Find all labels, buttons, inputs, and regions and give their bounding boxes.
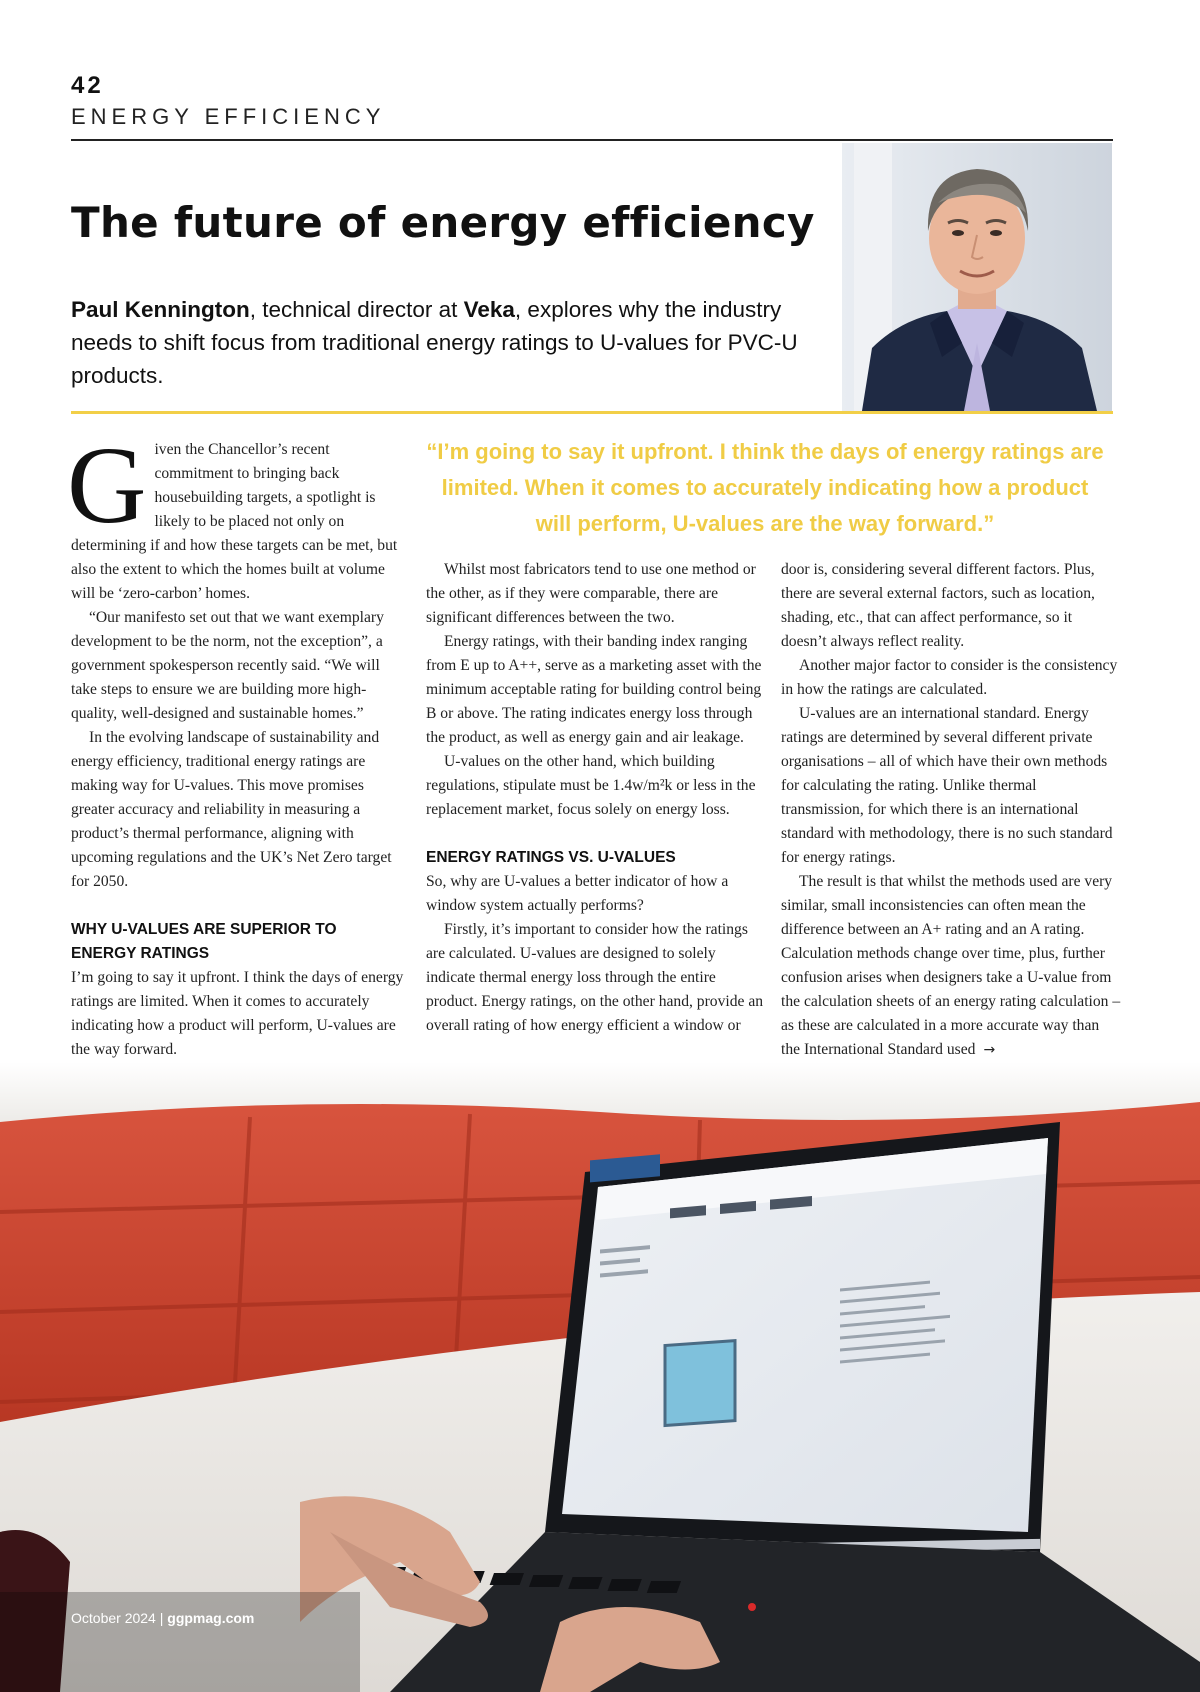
section-label: ENERGY EFFICIENCY (71, 104, 386, 129)
paragraph-text: iven the Chancellor’s recent commitment to bringing back housebuilding targets, a spotlight is likely to be placed not only on determining if and how these targets can be met, but also the extent to which the homes built at volume will be ‘zero-carbon’ homes. (71, 441, 398, 602)
page-number: 42 (71, 72, 104, 99)
article-column-1 (67, 424, 406, 1062)
paragraph: door is, considering several different factors. Plus, there are several external factors, such as location, shading, etc., that can affect performance, so it doesn’t always reflect reality. (781, 561, 1095, 650)
paragraph: Firstly, it’s important to consider how the ratings are calculated. U-values are designed to solely indicate thermal energy loss through the entire product. Energy ratings, on the other hand, provide an overall rating of how energy efficient a window or (426, 921, 764, 1034)
footer (71, 1610, 254, 1626)
paragraph: Another major factor to consider is the consistency in how the ratings are calculated. (781, 657, 1118, 698)
pull-quote: “I’m going to say it upfront. I think the days of energy ratings are limited. When it comes to accurately indicating how a product will perform, U-values are the way forward.” (426, 439, 1104, 536)
continue-arrow-icon: → (983, 1042, 996, 1058)
issue-date: October 2024 (71, 1610, 156, 1626)
author-portrait (842, 143, 1112, 411)
author-role: , technical director at (249, 297, 464, 322)
paragraph: “Our manifesto set out that we want exemplary development to be the norm, not the exception”, a government spokesperson recently said. “We will take steps to ensure we are building more high-quality, well-designed and sustainable homes.” (71, 609, 384, 722)
article-column-2 (426, 558, 766, 1038)
accent-divider (71, 411, 1113, 414)
paragraph: U-values are an international standard. Energy ratings are determined by several different private organisations – all of which have their own methods for calculating the rating. Unlike thermal transmission, for which there is an international standard with methodology, there is no such standard for energy ratings. (781, 705, 1113, 866)
laptop-photo (0, 1062, 1200, 1692)
footer-separator: | (155, 1610, 168, 1626)
header-divider (71, 139, 1113, 141)
company-name: Veka (463, 297, 515, 322)
paragraph-text: The result is that whilst the methods used are very similar, small inconsistencies can often mean the difference between an A+ rating and an A rating. Calculation methods change over time, plus, further confusion arises when designers take a U-value from the calculation sheets of an energy rating calculation – as these are calculated in a more accurate way than the International Standard used (781, 873, 1121, 1058)
article-title: The future of energy efficiency (71, 198, 815, 247)
paragraph-last (781, 870, 1121, 1062)
website-link[interactable]: ggpmag.com (167, 1610, 255, 1626)
article-column-3 (781, 558, 1121, 1062)
paragraph: U-values on the other hand, which building regulations, stipulate must be 1.4w/m²k or less in the replacement market, focus solely on energy loss. (426, 753, 756, 818)
paragraph: I’m going to say it upfront. I think the days of energy ratings are limited. When it comes to accurately indicating how a product will perform, U-values are the way forward. (71, 969, 404, 1058)
subheading: ENERGY RATINGS VS. U-VALUES (426, 849, 676, 866)
standfirst-rest: , explores why the industry needs to shift focus from traditional energy ratings to U-values for PVC-U products. (71, 297, 798, 388)
author-name: Paul Kennington (71, 297, 250, 322)
intro-paragraph (67, 424, 406, 606)
standfirst (71, 293, 811, 392)
drop-cap: G (67, 424, 147, 546)
paragraph: In the evolving landscape of sustainability and energy efficiency, traditional energy ratings are making way for U-values. This move promises greater accuracy and reliability in measuring a product’s thermal performance, aligning with upcoming regulations and the UK’s Net Zero target for 2050. (71, 729, 392, 890)
paragraph: Energy ratings, with their banding index ranging from E up to A++, serve as a marketing asset with the minimum acceptable rating for building control being B or above. The rating indicates energy loss through the product, as well as energy gain and air leakage. (426, 633, 762, 746)
paragraph: Whilst most fabricators tend to use one method or the other, as if they were comparable, there are significant differences between the two. (426, 561, 756, 626)
paragraph: So, why are U-values a better indicator of how a window system actually performs? (426, 873, 729, 914)
subheading: WHY U-VALUES ARE SUPERIOR TO ENERGY RATINGS (71, 921, 337, 962)
